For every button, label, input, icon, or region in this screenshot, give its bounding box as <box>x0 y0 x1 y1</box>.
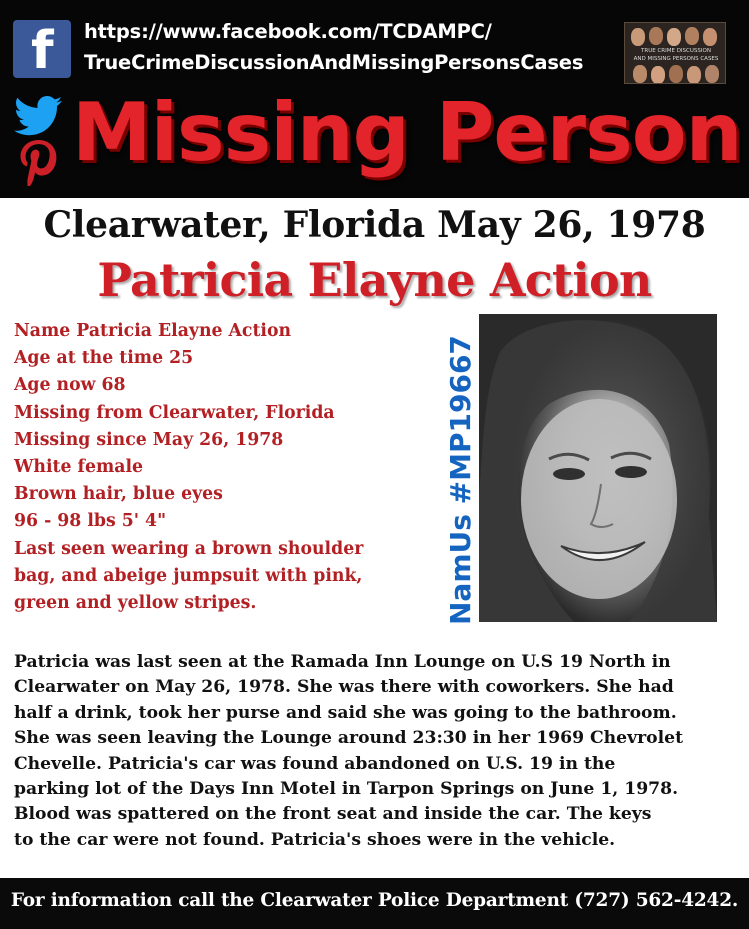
detail-hair-eyes: Brown hair, blue eyes <box>14 484 223 505</box>
contact-footer <box>0 878 749 929</box>
contact-info: For information call the Clearwater Police Department (727) 562-4242. <box>10 890 739 911</box>
detail-age-now: Age now 68 <box>14 375 126 396</box>
group-logo-thumbnail <box>624 22 726 84</box>
narrative-line: Chevelle. Patricia's car was found abandoned on U.S. 19 in the <box>14 753 616 774</box>
detail-clothing-1: Last seen wearing a brown shoulder <box>14 538 364 559</box>
logo-text-top: TRUE CRIME DISCUSSION <box>641 48 711 54</box>
location-date-heading: Clearwater, Florida May 26, 1978 <box>43 204 706 246</box>
person-name-heading: Patricia Elayne Action <box>97 253 652 307</box>
details-list <box>14 318 414 617</box>
narrative-line: parking lot of the Days Inn Motel in Tarpon Springs on June 1, 1978. <box>14 779 679 800</box>
narrative-line: half a drink, took her purse and said she was going to the bathroom. <box>14 702 677 723</box>
missing-person-banner: Missing Person <box>72 86 742 179</box>
detail-missing-since: Missing since May 26, 1978 <box>14 429 284 450</box>
detail-clothing-2: bag, and abeige jumpsuit with pink, <box>14 565 363 586</box>
logo-text-bottom: AND MISSING PERSONS CASES <box>633 56 719 62</box>
url-line-1: https://www.facebook.com/TCDAMPC/ <box>84 20 492 43</box>
facebook-url[interactable] <box>84 16 583 78</box>
detail-age-at-time: Age at the time 25 <box>14 348 194 369</box>
narrative-line: to the car were not found. Patricia's shoes were in the vehicle. <box>14 829 616 850</box>
detail-clothing-3: green and yellow stripes. <box>14 593 257 614</box>
url-line-2: TrueCrimeDiscussionAndMissingPersonsCases <box>84 51 584 74</box>
missing-person-photo <box>479 314 717 622</box>
header-banner <box>0 0 749 198</box>
twitter-icon[interactable] <box>12 96 64 136</box>
detail-name: Name Patricia Elayne Action <box>14 321 292 341</box>
narrative-line: She was seen leaving the Lounge around 23:30 in her 1969 Chevrolet <box>14 728 684 749</box>
narrative-line: Clearwater on May 26, 1978. She was there with coworkers. She had <box>14 677 674 698</box>
detail-weight-height: 96 - 98 lbs 5' 4" <box>14 511 167 532</box>
narrative-line: Patricia was last seen at the Ramada Inn Lounge on U.S 19 North in <box>14 652 671 672</box>
case-narrative <box>14 650 738 853</box>
pinterest-icon[interactable] <box>19 140 57 186</box>
namus-case-number: NamUs #MP19667 <box>444 335 477 625</box>
narrative-line: Blood was spattered on the front seat and inside the car. The keys <box>14 804 652 825</box>
detail-missing-from: Missing from Clearwater, Florida <box>14 402 335 423</box>
detail-race-sex: White female <box>14 457 144 478</box>
facebook-icon[interactable]: f <box>13 20 71 78</box>
